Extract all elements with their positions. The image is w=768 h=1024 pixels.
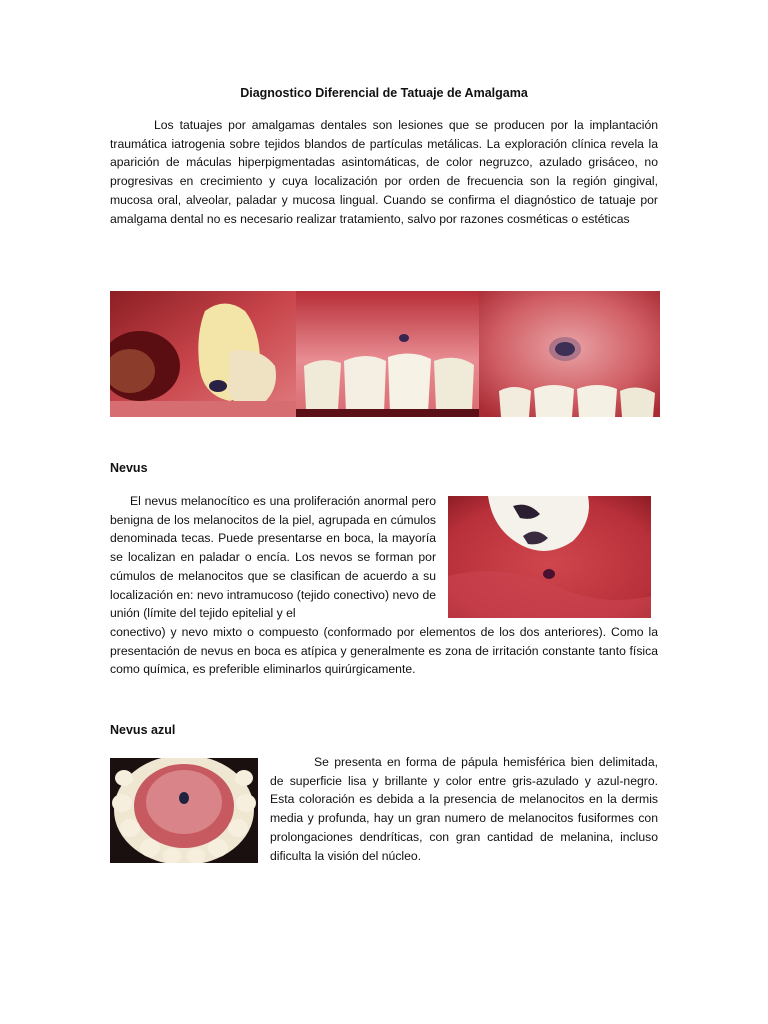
amalgam-tattoo-photo-gingiva: [479, 291, 660, 417]
amalgam-tattoo-photo-incisors: [296, 291, 479, 417]
nevus-azul-paragraph: Se presenta en forma de pápula hemisférica bien delimitada, de superficie lisa y brillante y color entre gris-azulado y azul-negro. Esta coloración es debida a la presencia de melanocitos en la dermis media y profunda, hay un gran numero de melanocitos fusiformes con prolongaciones dendríticas, con gran cantidad de melanina, incluso dificulta la visión del núcleo.: [270, 755, 658, 863]
nevus-photo: [448, 496, 651, 618]
blue-nevus-palate-photo: [110, 758, 258, 863]
section-heading-nevus: Nevus: [110, 461, 148, 475]
page-title: Diagnostico Diferencial de Tatuaje de Amalgama: [240, 86, 528, 100]
intro-paragraph: Los tatuajes por amalgamas dentales son lesiones que se producen por la implantación traumática iatrogenia sobre tejidos blandos de partículas metálicas. La exploración clínica revela la aparición de máculas hiperpigmentadas asintomáticas, de color negruzco, azulado grisáceo, no progresivas en crecimiento y cuya localización por orden de frecuencia son la región gingival, mucosa oral, alveolar, paladar y mucosa lingual. Cuando se confirma el diagnóstico de tatuaje por amalgama dental no es necesario realizar tratamiento, salvo por razones cosméticas o estéticas: [110, 118, 658, 226]
nevus-paragraph-part1: El nevus melanocítico es una proliferación anormal pero benigna de los melanocitos de la piel, agrupada en cúmulos denominada tecas. Puede presentarse en boca, la mayoría se localizan en paladar o encía. Los nevos se forman por cúmulos de melanocitos que se clasifican de acuerdo a su localización en: nevo intramucoso (tejido conectivo) nevo de unión (límite del tejido epitelial y el: [110, 494, 436, 621]
section-heading-nevus-azul: Nevus azul: [110, 723, 176, 737]
nevus-paragraph-part2: conectivo) y nevo mixto o compuesto (conformado por elementos de los dos anteriores). Como la presentación de nevus en boca es atípica y generalmente es zona de irritación constante tanto física como química, es preferible eliminarlos quirúrgicamente.: [110, 625, 658, 677]
amalgam-tattoo-photo-molar: [110, 291, 296, 417]
